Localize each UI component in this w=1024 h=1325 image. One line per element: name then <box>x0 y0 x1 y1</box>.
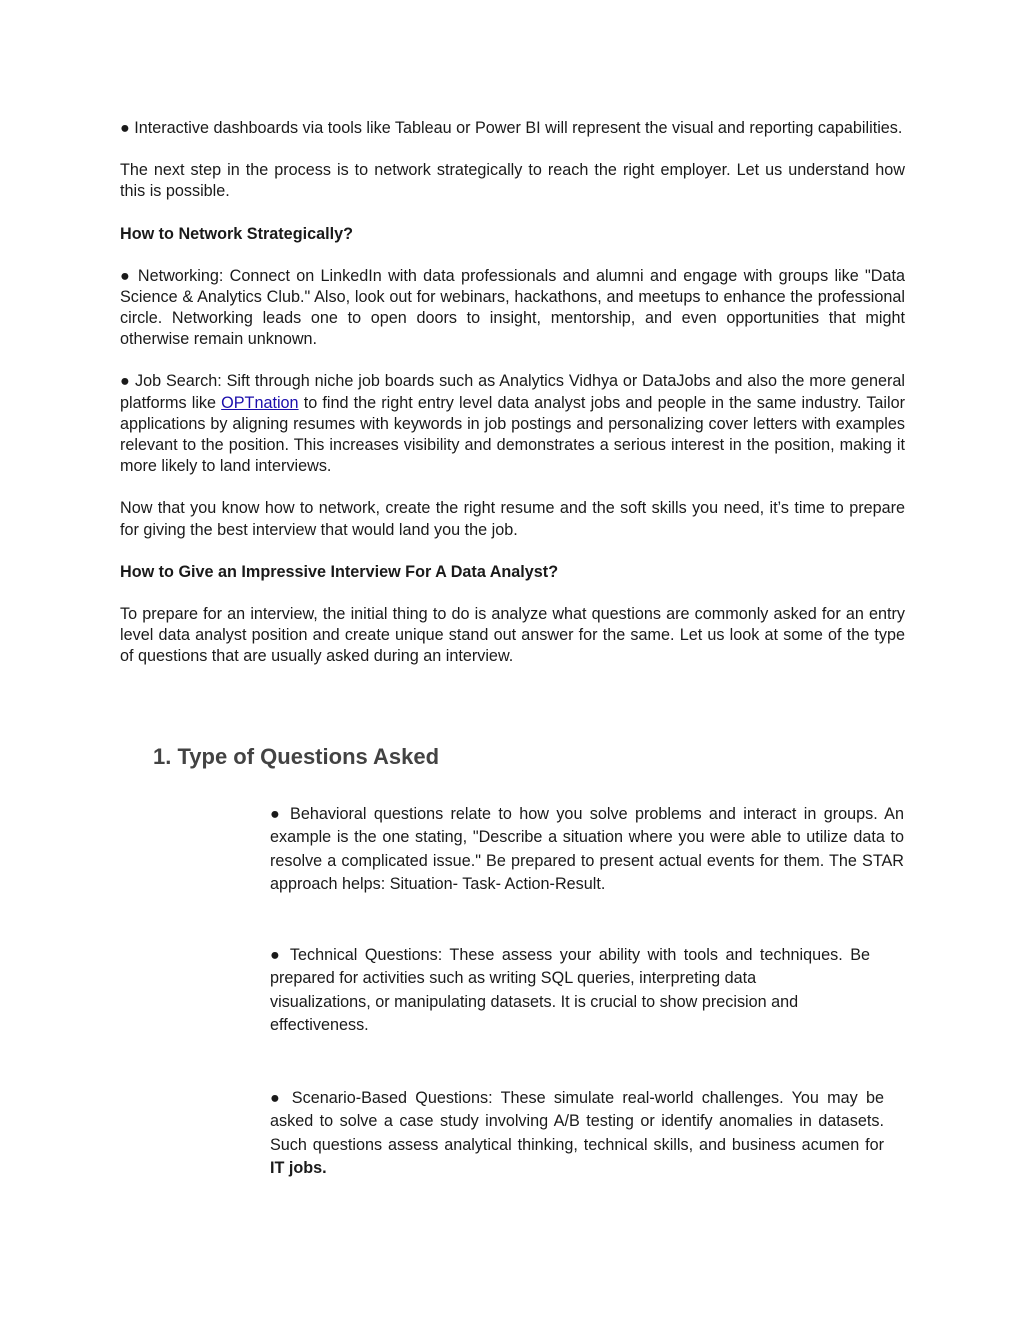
technical-questions <box>270 944 870 1037</box>
document-body <box>120 118 905 688</box>
technical-questions-part2: visualizations, or manipulating datasets. It is crucial to show precision and effectiveness. <box>270 992 799 1034</box>
bullet-job-search <box>120 371 905 477</box>
scenario-questions <box>270 1087 884 1180</box>
job-search-text-pre: ● Job Search: Sift through niche job boards such as Analytics Vidhya or DataJobs and also the more general platforms like <box>120 372 905 412</box>
next-step-paragraph: The next step in the process is to network strategically to reach the right employer. Let us understand how this is possible. <box>120 161 905 201</box>
job-search-text-post: to find the right entry level data analyst jobs and people in the same industry. Tailor applications by aligning resumes with keywords in job postings and personalizing cover letters with examples relevant to the position. This increases visibility and demonstrates a serious interest in the position, making it more likely to land interviews. <box>120 393 905 476</box>
heading-interview: How to Give an Impressive Interview For A Data Analyst? <box>120 562 559 581</box>
scenario-questions-text: ● Scenario-Based Questions: These simulate real-world challenges. You may be asked to solve a case study involving A/B testing or identify anomalies in datasets. Such questions assess analytical thinking, technical skills, and business acumen for <box>270 1089 884 1154</box>
heading-network-strategically: How to Network Strategically? <box>120 224 353 243</box>
to-prepare-paragraph: To prepare for an interview, the initial thing to do is analyze what questions are commonly asked for an entry level data analyst position and create unique stand out answer for the same. Let us look at some of the type of questions that are usually asked during an interview. <box>120 604 905 666</box>
bullet-dashboards: ● Interactive dashboards via tools like Tableau or Power BI will represent the visual and reporting capabilities. <box>120 119 903 137</box>
behavioral-questions: ● Behavioral questions relate to how you solve problems and interact in groups. An example is the one stating, "Describe a situation where you were able to utilize data to resolve a complicated issue." Be prepared to present actual events for them. The STAR approach helps: Situation- Task- Action-Result. <box>270 805 904 893</box>
now-that-paragraph: Now that you know how to network, create the right resume and the soft skills you need, it’s time to prepare for giving the best interview that would land you the job. <box>120 499 905 539</box>
technical-questions-part1: ● Technical Questions: These assess your ability with tools and techniques. Be prepared for activities such as writing SQL queries, interpreting data <box>270 946 870 988</box>
it-jobs-bold: IT jobs. <box>270 1158 327 1177</box>
section-title: 1. Type of Questions Asked <box>153 744 440 769</box>
bullet-networking: ● Networking: Connect on LinkedIn with data professionals and alumni and engage with groups like "Data Science & Analytics Club." Also, look out for webinars, hackathons, and meetups to enhance the professional circle. Networking leads one to open doors to insight, mentorship, and even opportunities that might otherwise remain unknown. <box>120 266 905 349</box>
optnation-link[interactable]: OPTnation <box>221 393 299 412</box>
